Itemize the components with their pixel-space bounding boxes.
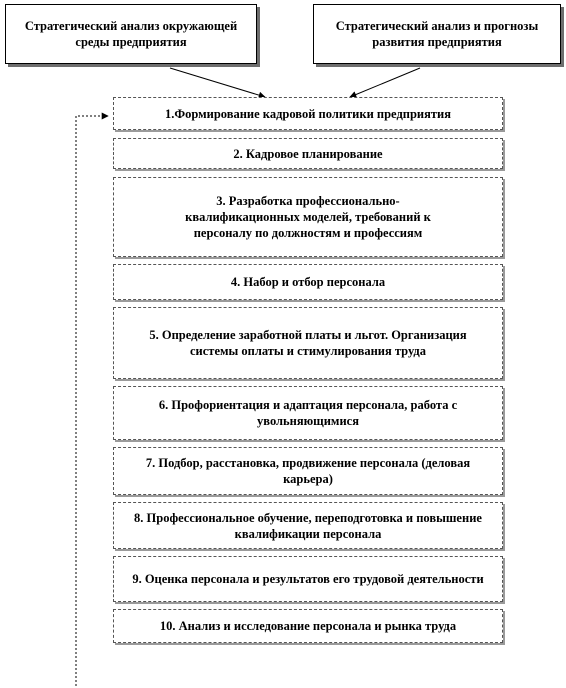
step-9-box: 9. Оценка персонала и результатов его трудовой деятельности — [113, 556, 503, 602]
step-4-box: 4. Набор и отбор персонала — [113, 264, 503, 300]
step-8-box: 8. Профессиональное обучение, переподготовка и повышение квалификации персонала — [113, 502, 503, 549]
step-7-box: 7. Подбор, расстановка, продвижение персонала (деловая карьера) — [113, 447, 503, 495]
step-10-box: 10. Анализ и исследование персонала и рынка труда — [113, 609, 503, 643]
arrow-right-top-to-step1 — [350, 68, 420, 97]
arrow-left-top-to-step1 — [170, 68, 265, 97]
step-3-box: 3. Разработка профессионально-квалификационных моделей, требований к персоналу по должностям и профессиям — [113, 177, 503, 257]
step-2-box: 2. Кадровое планирование — [113, 138, 503, 169]
step-5-box: 5. Определение заработной платы и льгот. Организация системы оплаты и стимулирования труда — [113, 307, 503, 379]
feedback-loop-line — [76, 116, 108, 686]
step-6-box: 6. Профориентация и адаптация персонала, работа с увольняющимися — [113, 386, 503, 440]
step-1-box: 1.Формирование кадровой политики предприятия — [113, 97, 503, 130]
top-box-development-forecast: Стратегический анализ и прогнозы развития предприятия — [313, 4, 561, 64]
top-box-environment-analysis: Стратегический анализ окружающей среды предприятия — [5, 4, 257, 64]
